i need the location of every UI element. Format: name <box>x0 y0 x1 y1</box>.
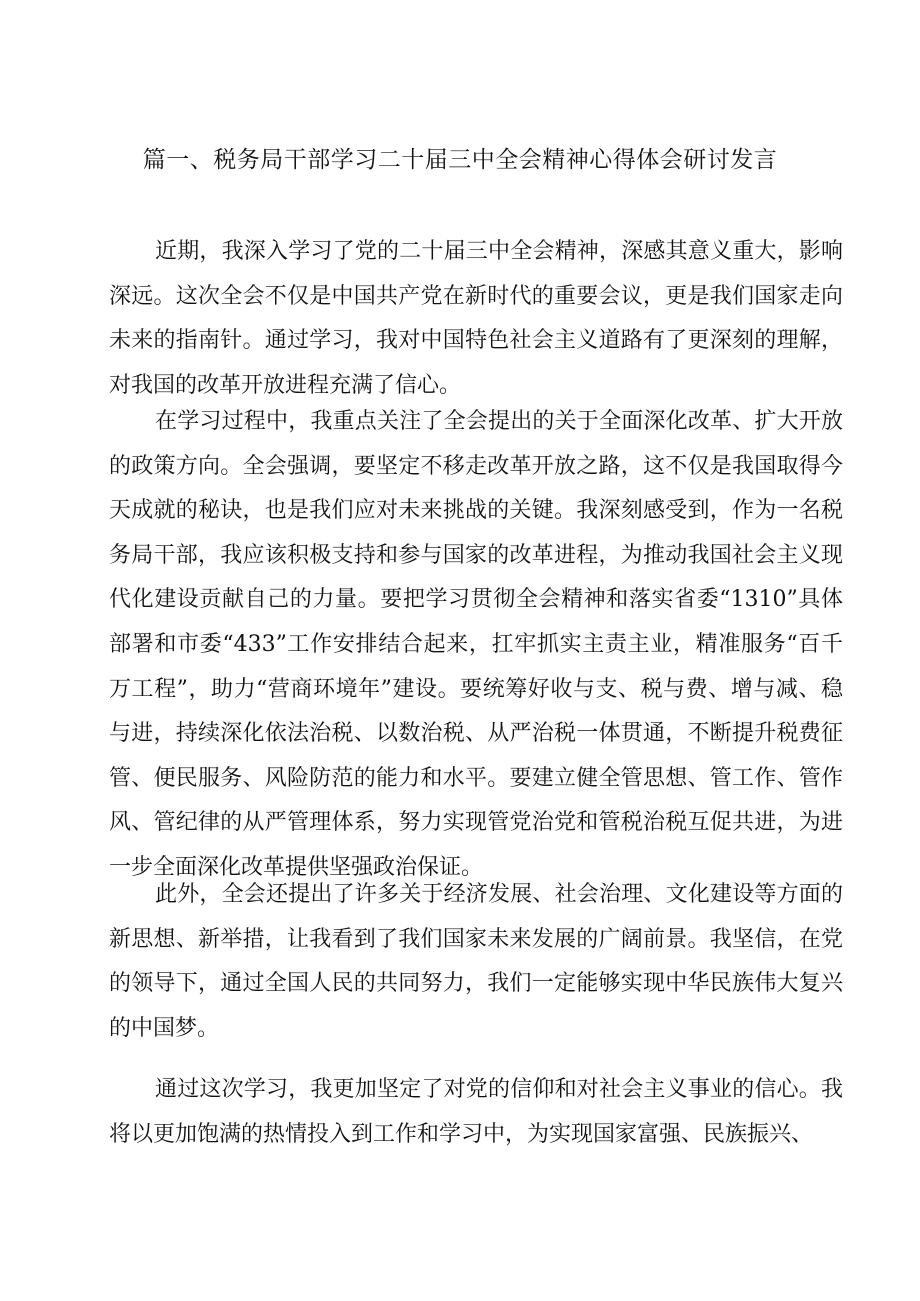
document-title: 篇一、税务局干部学习二十届三中全会精神心得体会研讨发言 <box>142 147 778 173</box>
paragraph-1: 近期，我深入学习了党的二十届三中全会精神，深感其意义重大，影响深远。这次全会不仅是中国共产党在新时代的重要会议，更是我们国家走向未来的指南针。通过学习，我对中国特色社会主义道路有了更深刻的理解，对我国的改革开放进程充满了信心。 <box>109 239 843 398</box>
paragraph-3: 此外，全会还提出了许多关于经济发展、社会治理、文化建设等方面的新思想、新举措，让我看到了我们国家未来发展的广阔前景。我坚信，在党的领导下，通过全国人民的共同努力，我们一定能够实现中华民族伟大复兴的中国梦。 <box>109 882 843 1041</box>
paragraph-2: 在学习过程中，我重点关注了全会提出的关于全面深化改革、扩大开放的政策方向。全会强调，要坚定不移走改革开放之路，这不仅是我国取得今天成就的秘诀，也是我们应对未来挑战的关键。我深刻感受到，作为一名税务局干部，我应该积极支持和参与国家的改革进程，为推动我国社会主义现代化建设贡献自己的力量。要把学习贯彻全会精神和落实省委“1310”具体部署和市委“433”工作安排结合起来，扛牢抓实主责主业，精准服务“百千万工程”，助力“营商环境年”建设。要统筹好收与支、税与费、增与减、稳与进，持续深化依法治税、以数治税、从严治税一体贯通，不断提升税费征管、便民服务、风险防范的能力和水平。要建立健全管思想、管工作、管作风、管纪律的从严管理体系，努力实现管党治党和管税治税互促共进，为进一步全面深化改革提供坚强政治保证。 <box>109 409 843 880</box>
paragraph-4: 通过这次学习，我更加坚定了对党的信仰和对社会主义事业的信心。我将以更加饱满的热情投入到工作和学习中，为实现国家富强、民族振兴、 <box>109 1077 843 1147</box>
